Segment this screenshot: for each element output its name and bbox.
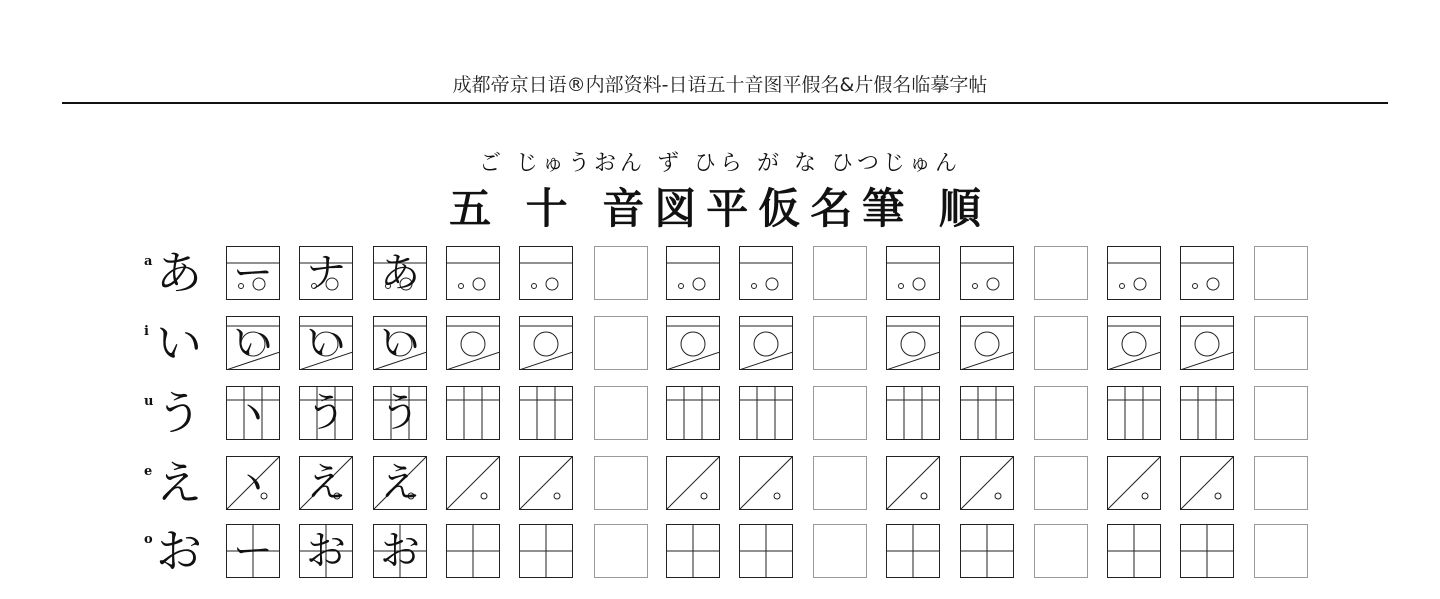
blank-practice-cell bbox=[594, 316, 648, 370]
stroke-order-glyph: う bbox=[306, 390, 346, 436]
blank-practice-cell bbox=[1254, 246, 1308, 300]
stroke-sample-cell bbox=[226, 524, 280, 578]
tracing-guide-cell bbox=[446, 524, 500, 578]
tracing-guide-cell bbox=[960, 386, 1014, 440]
stroke-sample-cell bbox=[299, 316, 353, 370]
tracing-guide-cell bbox=[739, 524, 793, 578]
kana-character: お bbox=[156, 524, 202, 578]
tracing-guide-cell bbox=[886, 246, 940, 300]
stroke-order-glyph: い bbox=[306, 320, 346, 366]
tracing-guide-cell bbox=[886, 386, 940, 440]
blank-practice-cell bbox=[813, 246, 867, 300]
kana-row-a bbox=[0, 246, 1440, 306]
blank-practice-cell bbox=[1034, 524, 1088, 578]
tracing-guide-cell bbox=[666, 316, 720, 370]
stroke-sample-cell bbox=[226, 316, 280, 370]
stroke-order-glyph: い bbox=[233, 320, 273, 366]
blank-practice-cell bbox=[1254, 386, 1308, 440]
tracing-guide-cell bbox=[666, 246, 720, 300]
stroke-order-glyph: お bbox=[380, 528, 420, 574]
stroke-sample-cell bbox=[299, 456, 353, 510]
document-header: 成都帝京日语®内部资料-日语五十音图平假名&片假名临摹字帖 bbox=[452, 74, 988, 96]
tracing-guide-cell bbox=[1180, 456, 1234, 510]
stroke-sample-cell bbox=[373, 524, 427, 578]
tracing-guide-cell bbox=[1107, 524, 1161, 578]
tracing-guide-cell bbox=[960, 456, 1014, 510]
stroke-order-glyph: う bbox=[380, 390, 420, 436]
stroke-order-glyph: え bbox=[380, 460, 420, 506]
stroke-sample-cell bbox=[299, 386, 353, 440]
stroke-sample-cell bbox=[373, 246, 427, 300]
tracing-guide-cell bbox=[519, 524, 573, 578]
stroke-sample-cell bbox=[226, 456, 280, 510]
romaji-label: u bbox=[144, 394, 154, 409]
tracing-guide-cell bbox=[519, 246, 573, 300]
stroke-sample-cell bbox=[226, 246, 280, 300]
tracing-guide-cell bbox=[886, 524, 940, 578]
stroke-sample-cell bbox=[373, 386, 427, 440]
kana-row-u bbox=[0, 386, 1440, 446]
page-title: 五 十 音図平仮名筆 順 bbox=[449, 184, 991, 233]
tracing-guide-cell bbox=[960, 316, 1014, 370]
tracing-guide-cell bbox=[446, 316, 500, 370]
stroke-order-glyph: ー bbox=[233, 250, 273, 296]
romaji-label: a bbox=[144, 254, 153, 269]
tracing-guide-cell bbox=[1107, 456, 1161, 510]
stroke-sample-cell bbox=[373, 316, 427, 370]
tracing-guide-cell bbox=[739, 316, 793, 370]
header-rule bbox=[62, 102, 1388, 104]
kana-character: あ bbox=[156, 246, 202, 300]
romaji-label: e bbox=[144, 464, 153, 479]
tracing-guide-cell bbox=[1180, 524, 1234, 578]
tracing-guide-cell bbox=[1180, 316, 1234, 370]
tracing-guide-cell bbox=[446, 456, 500, 510]
title-reading: ご じゅうおん ず ひら が な ひつじゅん bbox=[479, 151, 961, 176]
blank-practice-cell bbox=[813, 386, 867, 440]
kana-character: え bbox=[156, 456, 202, 510]
blank-practice-cell bbox=[1034, 316, 1088, 370]
tracing-guide-cell bbox=[739, 246, 793, 300]
tracing-guide-cell bbox=[1180, 246, 1234, 300]
blank-practice-cell bbox=[813, 524, 867, 578]
blank-practice-cell bbox=[594, 246, 648, 300]
stroke-order-glyph: い bbox=[380, 320, 420, 366]
kana-row-i bbox=[0, 316, 1440, 376]
blank-practice-cell bbox=[1034, 246, 1088, 300]
tracing-guide-cell bbox=[1107, 386, 1161, 440]
blank-practice-cell bbox=[1034, 386, 1088, 440]
blank-practice-cell bbox=[1254, 524, 1308, 578]
romaji-label: o bbox=[144, 532, 153, 547]
tracing-guide-cell bbox=[1107, 246, 1161, 300]
tracing-guide-cell bbox=[1107, 316, 1161, 370]
tracing-guide-cell bbox=[666, 456, 720, 510]
tracing-guide-cell bbox=[1180, 386, 1234, 440]
blank-practice-cell bbox=[1254, 456, 1308, 510]
blank-practice-cell bbox=[1034, 456, 1088, 510]
stroke-order-glyph: ヽ bbox=[233, 460, 273, 506]
stroke-sample-cell bbox=[373, 456, 427, 510]
stroke-order-glyph: あ bbox=[380, 250, 420, 296]
stroke-order-glyph: ナ bbox=[306, 250, 346, 296]
blank-practice-cell bbox=[594, 524, 648, 578]
stroke-order-glyph: ヽ bbox=[233, 390, 273, 436]
tracing-guide-cell bbox=[666, 386, 720, 440]
blank-practice-cell bbox=[594, 386, 648, 440]
tracing-guide-cell bbox=[886, 456, 940, 510]
stroke-order-glyph: お bbox=[306, 528, 346, 574]
romaji-label: i bbox=[144, 324, 149, 339]
kana-row-o bbox=[0, 524, 1440, 584]
stroke-order-glyph: え bbox=[306, 460, 346, 506]
tracing-guide-cell bbox=[519, 386, 573, 440]
stroke-sample-cell bbox=[299, 246, 353, 300]
tracing-guide-cell bbox=[960, 246, 1014, 300]
tracing-guide-cell bbox=[886, 316, 940, 370]
blank-practice-cell bbox=[594, 456, 648, 510]
kana-character: い bbox=[156, 316, 202, 370]
tracing-guide-cell bbox=[446, 386, 500, 440]
blank-practice-cell bbox=[1254, 316, 1308, 370]
blank-practice-cell bbox=[813, 316, 867, 370]
stroke-sample-cell bbox=[299, 524, 353, 578]
stroke-sample-cell bbox=[226, 386, 280, 440]
tracing-guide-cell bbox=[446, 246, 500, 300]
tracing-guide-cell bbox=[666, 524, 720, 578]
tracing-guide-cell bbox=[960, 524, 1014, 578]
tracing-guide-cell bbox=[519, 456, 573, 510]
kana-character: う bbox=[156, 386, 202, 440]
tracing-guide-cell bbox=[739, 386, 793, 440]
tracing-guide-cell bbox=[739, 456, 793, 510]
tracing-guide-cell bbox=[519, 316, 573, 370]
stroke-order-glyph: ー bbox=[233, 528, 273, 574]
blank-practice-cell bbox=[813, 456, 867, 510]
kana-row-e bbox=[0, 456, 1440, 516]
